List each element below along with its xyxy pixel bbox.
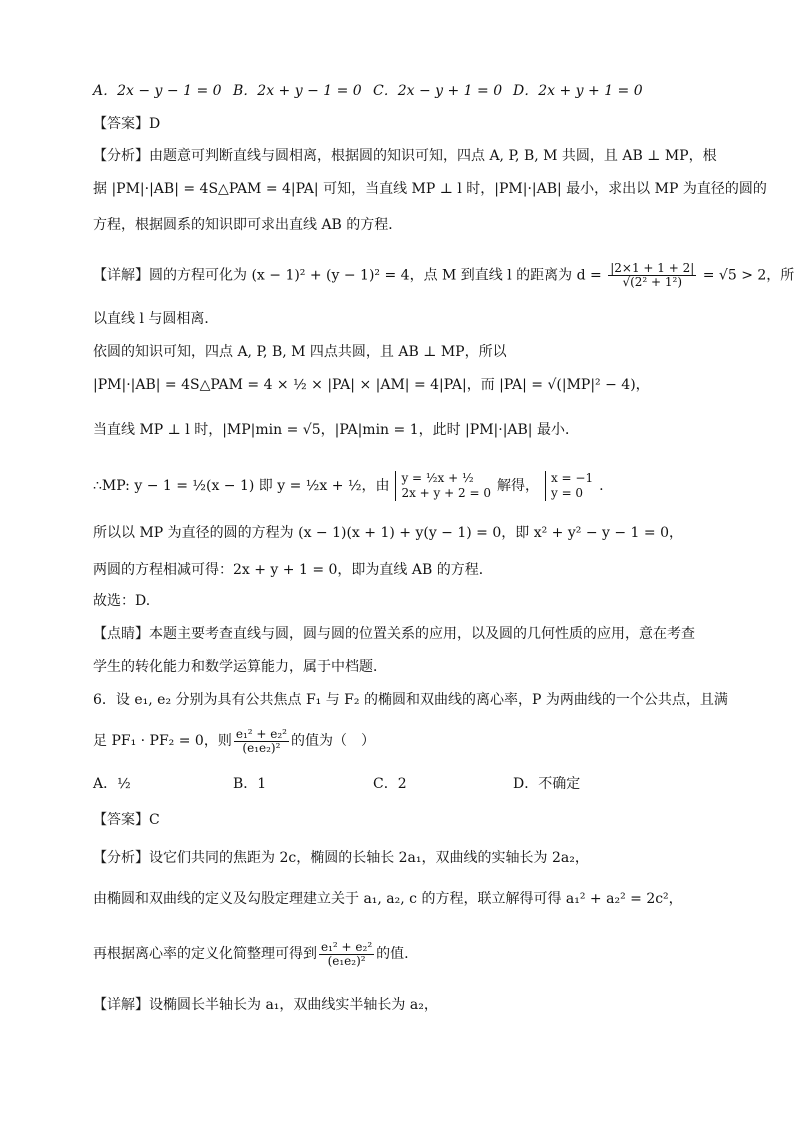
q5-analysis-line-3: 方程，根据圆系的知识即可求出直线 AB 的方程． bbox=[93, 217, 403, 233]
detail-text: = √5 > 2，所 bbox=[702, 267, 794, 284]
solution-system bbox=[545, 471, 593, 501]
review-tag: 【点睛】 bbox=[93, 626, 149, 642]
q5-detail-line-8: 两圆的方程相减可得：2x + y + 1 = 0，即为直线 AB 的方程． bbox=[93, 562, 493, 578]
q6-analysis-line-2: 由椭圆和双曲线的定义及勾股定理建立关于 a₁, a₂, c 的方程，联立解得可得 a₁² + a₂² = 2c²， bbox=[93, 891, 683, 907]
eccentricity-fraction bbox=[319, 941, 374, 968]
answer-value: C bbox=[149, 812, 160, 828]
detail-text: 解得， bbox=[496, 478, 539, 494]
period: . bbox=[599, 478, 604, 494]
q6-analysis-line-3 bbox=[93, 934, 734, 974]
fraction-numerator: e₁² + e₂² bbox=[321, 939, 373, 954]
eccentricity-fraction bbox=[234, 728, 289, 755]
q6-stem-line-1: 6．设 e₁, e₂ 分别为具有公共焦点 F₁ 与 F₂ 的椭圆和双曲线的离心率，P 为两曲线的一个公共点，且满 bbox=[93, 692, 728, 708]
q5-detail-line-6 bbox=[93, 464, 734, 508]
q5-option-d: D．2x + y + 1 = 0 bbox=[513, 83, 643, 99]
detail-text: ∴MP: y − 1 = ½(x − 1) 即 y = ½x + ½，由 bbox=[93, 478, 390, 494]
solution-2: y = 0 bbox=[550, 486, 584, 500]
q6-option-b: B．1 bbox=[233, 776, 267, 792]
system-equation-2: 2x + y + 2 = 0 bbox=[401, 486, 491, 500]
q5-option-a: A．2x − y − 1 = 0 bbox=[93, 83, 222, 99]
analysis-tag: 【分析】 bbox=[93, 850, 149, 866]
analysis-text: 由题意可判断直线与圆相离，根据圆的知识可知，四点 A, P, B, M 共圆，且 AB ⊥ MP，根 bbox=[149, 148, 717, 164]
q6-detail-line-1 bbox=[93, 995, 734, 1015]
review-text: 本题主要考查直线与圆，圆与圆的位置关系的应用，以及圆的几何性质的应用，意在考查 bbox=[149, 626, 695, 642]
q6-option-c: C．2 bbox=[373, 776, 407, 792]
q5-option-b: B．2x + y − 1 = 0 bbox=[233, 83, 362, 99]
fraction-denominator: √(2² + 1²) bbox=[622, 275, 683, 289]
fraction-denominator: (e₁e₂)² bbox=[242, 740, 281, 755]
q5-detail-line-5: 当直线 MP ⊥ l 时，|MP|min = √5，|PA|min = 1，此时 |PM|·|AB| 最小． bbox=[93, 422, 579, 438]
q5-review-line-2: 学生的转化能力和数学运算能力，属于中档题． bbox=[93, 659, 387, 675]
fraction-numerator: |2×1 + 1 + 2| bbox=[610, 261, 695, 275]
q5-answer bbox=[93, 114, 734, 134]
q5-detail-line-1 bbox=[93, 261, 794, 289]
q5-analysis-line-1 bbox=[93, 146, 734, 166]
q5-option-c: C．2x − y + 1 = 0 bbox=[373, 83, 503, 99]
distance-fraction bbox=[608, 262, 696, 289]
analysis-tag: 【分析】 bbox=[93, 148, 149, 164]
q6-option-a: A．½ bbox=[93, 776, 131, 792]
answer-value: D bbox=[149, 116, 161, 132]
detail-tag: 【详解】 bbox=[93, 997, 149, 1013]
q5-detail-line-2: 以直线 l 与圆相离． bbox=[93, 311, 219, 327]
detail-text: 圆的方程可化为 (x − 1)² + (y − 1)² = 4，点 M 到直线 l 的距离为 d = bbox=[149, 267, 602, 284]
answer-tag: 【答案】 bbox=[93, 812, 149, 828]
analysis-text: 再根据离心率的定义化简整理可得到 bbox=[93, 946, 317, 962]
detail-text: 设椭圆长半轴长为 a₁，双曲线实半轴长为 a₂， bbox=[149, 997, 438, 1013]
q5-detail-line-7: 所以以 MP 为直径的圆的方程为 (x − 1)(x + 1) + y(y − 1) = 0，即 x² + y² − y − 1 = 0， bbox=[93, 525, 683, 541]
q5-detail-line-3: 依圆的知识可知，四点 A, P, B, M 四点共圆，且 AB ⊥ MP，所以 bbox=[93, 344, 507, 360]
q5-options bbox=[93, 81, 734, 101]
analysis-text: 设它们共同的焦距为 2c，椭圆的长轴长 2a₁，双曲线的实轴长为 2a₂， bbox=[149, 850, 589, 866]
q6-option-d: D．不确定 bbox=[513, 776, 581, 792]
system-equation-1: y = ½x + ½ bbox=[401, 471, 474, 485]
q6-analysis-line-1 bbox=[93, 848, 734, 868]
solution-1: x = −1 bbox=[550, 471, 594, 485]
q5-review-line-1 bbox=[93, 624, 734, 644]
q6-answer bbox=[93, 810, 734, 830]
q6-stem-line-2 bbox=[93, 723, 734, 759]
detail-tag: 【详解】 bbox=[93, 267, 149, 284]
analysis-text: 的值. bbox=[376, 946, 409, 962]
q5-detail-line-4: |PM|·|AB| = 4S△PAM = 4 × ½ × |PA| × |AM| = 4|PA|，而 |PA| = √(|MP|² − 4)， bbox=[93, 377, 650, 393]
fraction-denominator: (e₁e₂)² bbox=[327, 953, 366, 968]
q6-options bbox=[93, 774, 734, 794]
stem-text: 足 PF₁ · PF₂ = 0，则 bbox=[93, 733, 232, 749]
q5-analysis-line-2: 据 |PM|·|AB| = 4S△PAM = 4|PA| 可知，当直线 MP ⊥ l 时，|PM|·|AB| 最小，求出以 MP 为直径的圆的 bbox=[93, 181, 767, 197]
equation-system bbox=[395, 471, 491, 501]
answer-tag: 【答案】 bbox=[93, 116, 149, 132]
stem-text: 的值为（ ） bbox=[290, 733, 375, 749]
q5-choose: 故选：D. bbox=[93, 593, 151, 609]
fraction-numerator: e₁² + e₂² bbox=[235, 726, 287, 741]
